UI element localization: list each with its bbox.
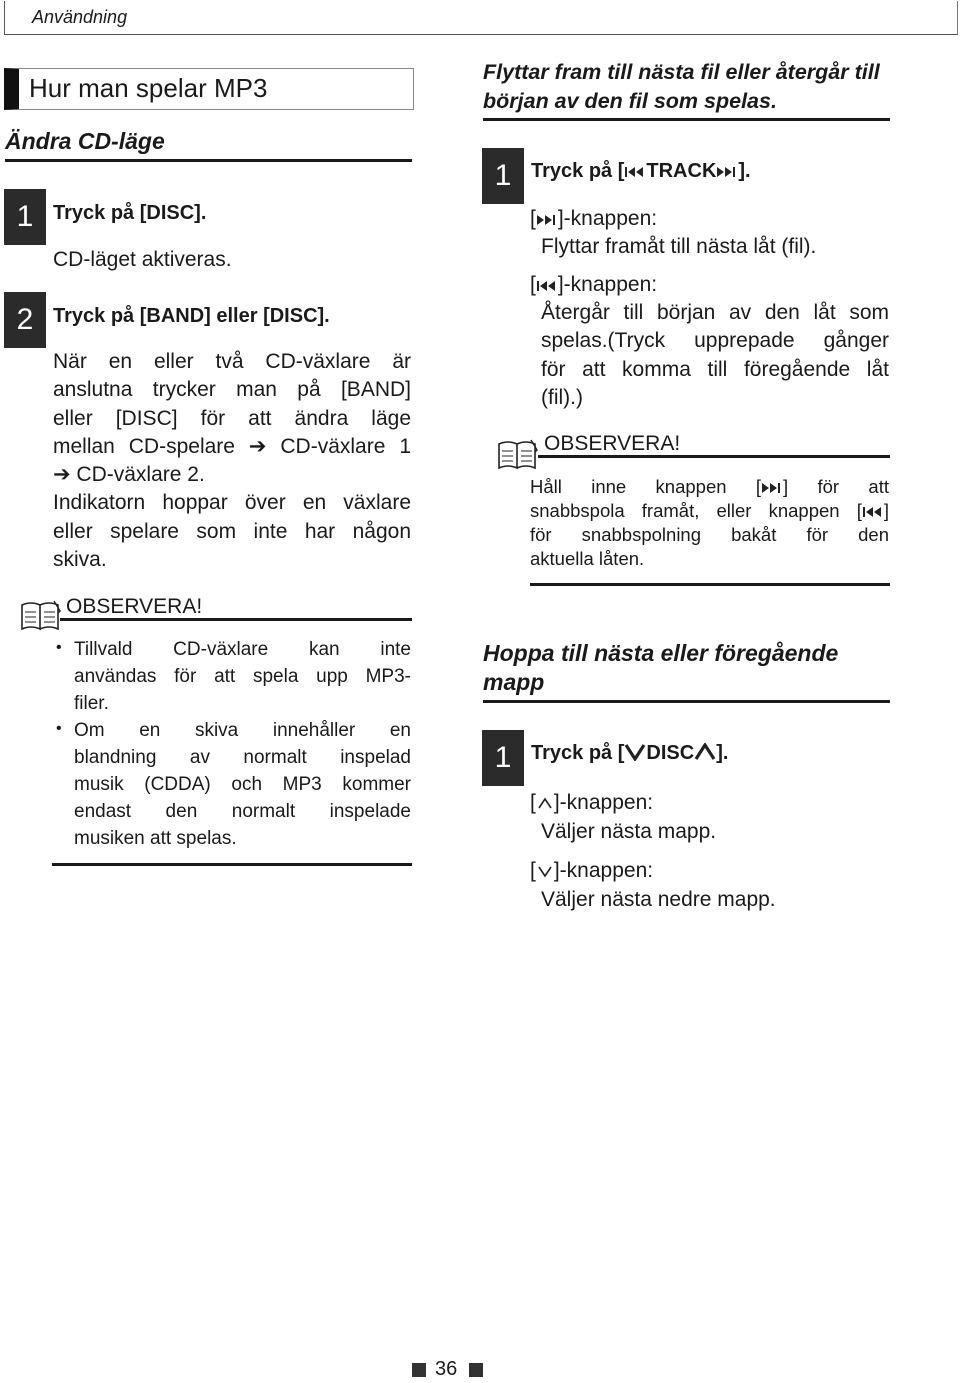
left-note-rule — [60, 618, 412, 621]
step-number-disc: 1 — [482, 730, 524, 786]
chevron-up-icon — [536, 796, 554, 810]
step2-line: skiva. — [53, 548, 107, 572]
right-section1-rule — [483, 118, 890, 121]
note-line: musiken att spelas. — [74, 828, 237, 849]
desc-line: spelas.(Tryck upprepade gånger — [541, 329, 889, 353]
up-key-desc: Väljer nästa mapp. — [541, 820, 717, 843]
up-key-line: [ ]-knappen: — [530, 791, 654, 814]
step-number-track: 1 — [482, 148, 524, 204]
step2-line: Indikatorn hoppar över en växlare — [53, 491, 411, 515]
right-note-text: Håll inne knappen [ ] för att snabbspola framåt, eller knappen [ ] för snabbspolning bakåt för den aktuella låten. — [530, 476, 890, 569]
right-section2-title — [483, 639, 838, 697]
note-line: blandning av normalt inspelad — [74, 747, 411, 768]
step2-line: När en eller två CD-växlare är — [53, 350, 411, 373]
step2-line: eller [DISC] för att ändra läge — [53, 406, 411, 430]
step2-paragraph — [53, 348, 411, 574]
bullet-marker: • — [56, 639, 62, 656]
right-note-end-rule — [530, 583, 890, 586]
disc-step-label: Tryck på [ DISC ]. — [531, 742, 729, 764]
prev-track-icon — [536, 280, 558, 292]
left-note-bullet2 — [74, 717, 411, 852]
right-note-label: OBSERVERA! — [544, 432, 681, 455]
footer-square-left — [412, 1363, 426, 1377]
note-book-icon — [20, 599, 62, 631]
left-note-end-rule — [52, 863, 412, 866]
note-line: aktuella låten. — [530, 548, 645, 569]
down-key-line: [ ]-knappen: — [530, 859, 654, 882]
note-book-icon — [497, 438, 539, 470]
step2-line: ➔ CD-växlare 2. — [53, 463, 205, 487]
note-line: användas för att spela upp MP3- — [74, 666, 411, 687]
footer-square-right — [469, 1363, 483, 1377]
left-section-rule — [5, 159, 412, 162]
left-note-label: OBSERVERA! — [66, 595, 203, 618]
step-number-2: 2 — [4, 292, 46, 348]
note-line: för snabbspolning bakåt för den — [530, 524, 889, 545]
right-note-rule — [538, 455, 890, 458]
header-section: Användning — [32, 7, 128, 27]
step-number-1: 1 — [4, 189, 46, 245]
page-title: Hur man spelar MP3 — [29, 73, 268, 103]
next-track-icon — [536, 214, 558, 226]
chevron-down-icon — [624, 743, 646, 761]
step1-label: Tryck på [DISC]. — [53, 202, 207, 224]
title-line: Hoppa till nästa eller föregående — [483, 640, 839, 666]
desc-line: (fil).) — [541, 385, 583, 409]
chevron-up-icon — [694, 743, 716, 761]
right-section1-title — [483, 58, 880, 116]
step2-line: eller spelare som inte har någon — [53, 519, 411, 543]
left-section-title: Ändra CD-läge — [5, 128, 165, 154]
note-line: endast den normalt inspelade — [74, 801, 411, 822]
right-section2-rule — [483, 700, 890, 703]
step2-line: mellan CD-spelare ➔ CD-växlare 1 — [53, 434, 411, 458]
prev-key-line: [ ]-knappen: — [530, 273, 658, 296]
next-key-line: [ ]-knappen: — [530, 207, 658, 230]
step2-line: anslutna trycker man på [BAND] — [53, 378, 411, 402]
next-track-icon — [716, 166, 738, 178]
bullet-marker: • — [56, 720, 62, 737]
title-line: Flyttar fram till nästa fil eller återgår till — [483, 60, 880, 84]
step2-label: Tryck på [BAND] eller [DISC]. — [53, 305, 330, 327]
title-line: början av den fil som spelas. — [483, 89, 777, 113]
header-bar — [4, 1, 958, 35]
desc-line: för att komma till föregående låt — [541, 357, 889, 381]
prev-track-icon — [624, 166, 646, 178]
chevron-down-icon — [536, 864, 554, 878]
left-note-bullet1 — [74, 636, 411, 717]
note-line: Tillvald CD-växlare kan inte — [74, 639, 411, 660]
down-key-desc: Väljer nästa nedre mapp. — [541, 888, 776, 911]
page-number: 36 — [435, 1358, 458, 1380]
prev-track-icon — [862, 506, 884, 518]
next-track-icon — [761, 482, 783, 494]
title-line: mapp — [483, 669, 545, 695]
note-line: Om en skiva innehåller en — [74, 720, 411, 741]
desc-line: Återgår till början av den låt som — [541, 301, 889, 324]
note-line: musik (CDDA) och MP3 kommer — [74, 774, 411, 795]
note-line: filer. — [74, 693, 109, 714]
next-key-desc: Flyttar framåt till nästa låt (fil). — [541, 235, 817, 258]
prev-key-desc — [541, 299, 889, 412]
step1-text: CD-läget aktiveras. — [53, 248, 232, 271]
track-step-label: Tryck på [ TRACK ]. — [531, 160, 751, 182]
